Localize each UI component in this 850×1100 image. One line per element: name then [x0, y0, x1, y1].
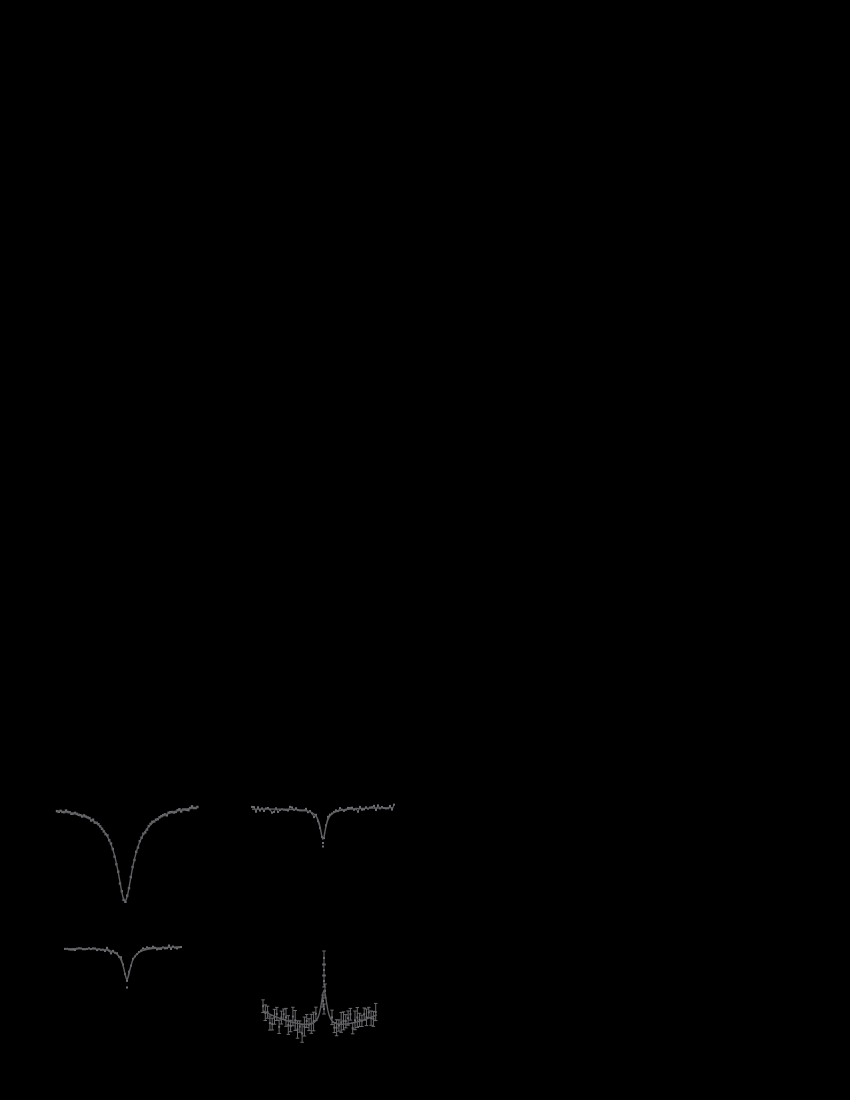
profile-bottom-left — [64, 944, 182, 988]
profile-top-right — [251, 804, 395, 848]
profile-bottom-right — [261, 951, 377, 1042]
profile-top-left — [56, 805, 199, 903]
